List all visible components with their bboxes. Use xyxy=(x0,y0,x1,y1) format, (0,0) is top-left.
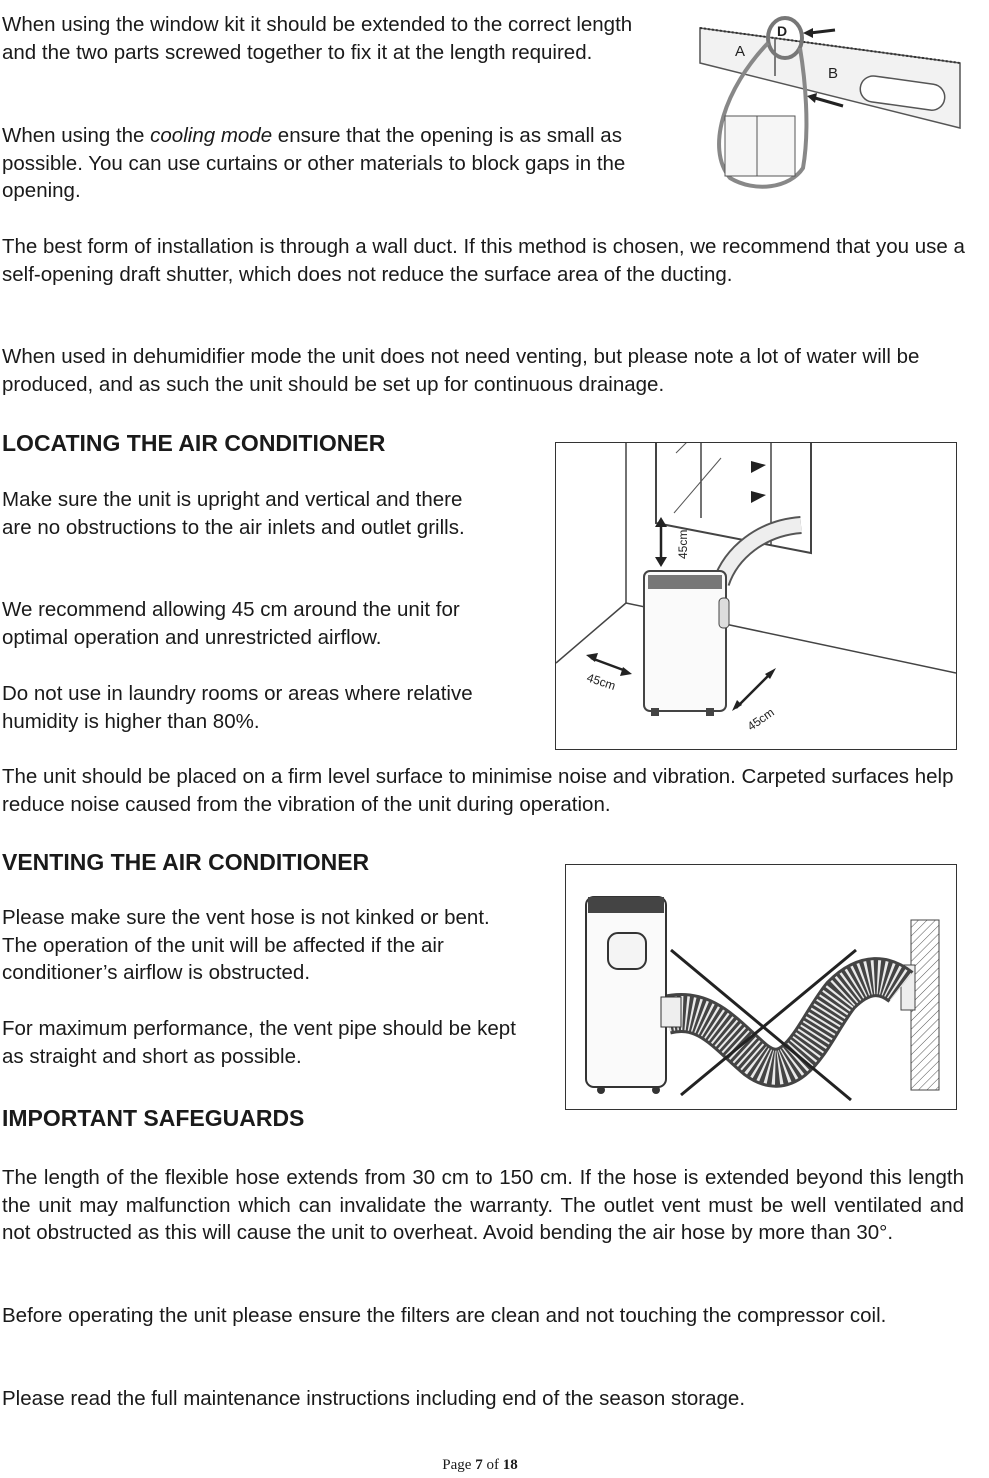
venting-text-1: Please make sure the vent hose is not kinked or bent. The operation of the unit will be affected if the air conditioner’s airflow is obstructed. xyxy=(2,906,490,984)
locating-paragraph-3 xyxy=(2,680,482,735)
locating-text-3: Do not use in laundry rooms or areas where relative humidity is higher than 80%. xyxy=(2,682,473,733)
dehumidifier-text: When used in dehumidifier mode the unit does not need venting, but please note a lot of water will be produced, and as such the unit should be set up for continuous drainage. xyxy=(2,345,920,396)
venting-paragraph-1 xyxy=(2,904,527,987)
locating-text-2: We recommend allowing 45 cm around the unit for optimal operation and unrestricted airflow. xyxy=(2,598,460,649)
clearance-label-right: 45cm xyxy=(744,705,777,734)
safeguards-text-2: Before operating the unit please ensure the filters are clean and not touching the compressor coil. xyxy=(2,1304,887,1327)
venting-paragraph-2 xyxy=(2,1015,532,1070)
wall-duct-text: The best form of installation is through a wall duct. If this method is chosen, we recommend that you use a self-opening draft shutter, which does not reduce the surface area of the ducting. xyxy=(2,235,965,286)
window-kit-text: When using the window kit it should be extended to the correct length and the two parts screwed together to fix it at the length required. xyxy=(2,13,633,64)
page-word: Page xyxy=(442,1457,472,1473)
of-word: of xyxy=(486,1457,499,1473)
window-kit-paragraph xyxy=(2,11,672,66)
page-number: 7 xyxy=(475,1457,483,1473)
clearance-figure xyxy=(555,442,957,750)
page-footer xyxy=(0,1457,960,1474)
safeguards-heading: IMPORTANT SAFEGUARDS xyxy=(2,1105,305,1131)
locating-text-1: Make sure the unit is upright and vertical and there are no obstructions to the air inlets and outlet grills. xyxy=(2,488,465,539)
locating-heading: LOCATING THE AIR CONDITIONER xyxy=(2,430,386,456)
label-d: D xyxy=(777,23,788,39)
locating-paragraph-4 xyxy=(2,763,977,818)
cooling-pre: When using the xyxy=(2,124,151,147)
clearance-label-top: 45cm xyxy=(676,529,690,559)
kinked-hose-figure xyxy=(565,864,957,1110)
cooling-post: ensure that the opening is as small as possible. You can use curtains or other materials to block gaps in the opening. xyxy=(2,124,626,202)
venting-heading: VENTING THE AIR CONDITIONER xyxy=(2,849,370,875)
wall-duct-paragraph xyxy=(2,233,968,288)
window-kit-figure xyxy=(695,8,970,193)
kinked-hose-illustration xyxy=(566,865,956,1109)
safeguards-paragraph-3 xyxy=(2,1385,964,1413)
window-kit-illustration xyxy=(695,8,970,193)
safeguards-paragraph-1 xyxy=(2,1164,964,1247)
page-total: 18 xyxy=(502,1457,518,1473)
dehumidifier-paragraph xyxy=(2,343,952,398)
cooling-mode-text xyxy=(2,122,662,205)
safeguards-text-1: The length of the flexible hose extends from 30 cm to 150 cm. If the hose is extended beyond this length the unit may malfunction which can invalidate the warranty. The outlet vent must be well ventilated and not obstructed as this will cause the unit to overheat. Avoid bending the air hose by more than 30°. xyxy=(2,1166,964,1244)
venting-text-2: For maximum performance, the vent pipe should be kept as straight and short as possible. xyxy=(2,1017,516,1068)
clearance-illustration xyxy=(556,443,956,749)
cooling-mode-paragraph xyxy=(2,122,662,205)
clearance-label-left: 45cm xyxy=(585,670,618,693)
safeguards-text-3: Please read the full maintenance instructions including end of the season storage. xyxy=(2,1387,746,1410)
locating-paragraph-1 xyxy=(2,486,492,541)
cooling-emphasis: cooling mode xyxy=(150,124,273,147)
label-a: A xyxy=(735,43,746,60)
safeguards-paragraph-2 xyxy=(2,1302,964,1330)
locating-text-4: The unit should be placed on a firm level surface to minimise noise and vibration. Carpeted surfaces help reduce noise caused from the vibration of the unit during operation. xyxy=(2,765,954,816)
label-b: B xyxy=(828,65,839,82)
locating-paragraph-2 xyxy=(2,596,512,651)
